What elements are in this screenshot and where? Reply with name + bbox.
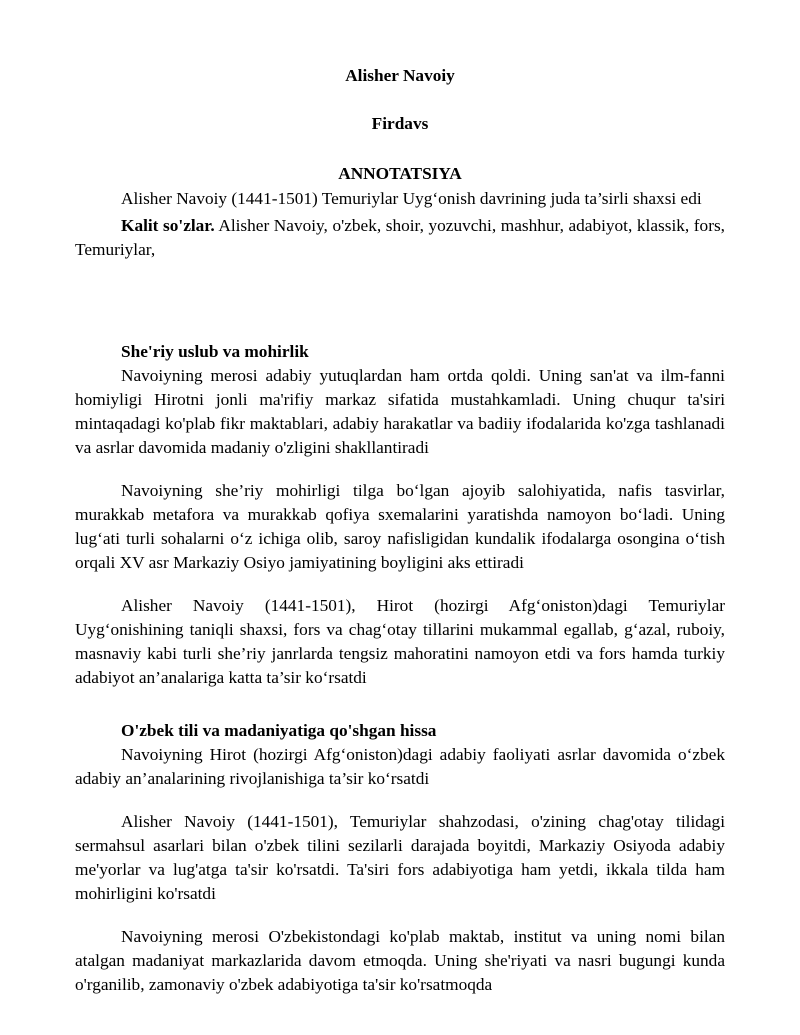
section-paragraph: Navoiyning she’riy mohirligi tilga bo‘lgan ajoyib salohiyatida, nafis tasvirlar, murakkab metafora va murakkab qofiya sxemalarini yaratishda namoyon bo‘ladi. Uning lug‘ati turli sohalarni o‘z ichiga olib, saroy nafisligidan kundalik ifodalarga osongina o‘tish orqali XV asr Markaziy Osiyo jamiyatining boyligini aks ettiradi bbox=[75, 481, 725, 572]
section-1 bbox=[75, 340, 725, 690]
section-heading: She'riy uslub va mohirlik bbox=[121, 342, 309, 361]
annotation-block bbox=[75, 187, 725, 262]
section-2 bbox=[75, 719, 725, 997]
author-title: Alisher Navoiy bbox=[345, 66, 455, 85]
keywords-text: Alisher Navoiy, o'zbek, shoir, yozuvchi, mashhur, adabiyot, klassik, fors, Temuriylar, bbox=[75, 216, 725, 259]
section-paragraph: Alisher Navoiy (1441-1501), Hirot (hozirgi Afg‘oniston)dagi Temuriylar Uyg‘onishining taniqli shaxsi, fors va chag‘otay tillarini mukammal egallab, g‘azal, ruboiy, masnaviy kabi turli she’riy janrlarda tengsiz mahoratini namoyon etdi va fors hamda turkiy adabiyot an’analariga katta ta’sir ko‘rsatdi bbox=[75, 596, 725, 687]
section-heading: O'zbek tili va madaniyatiga qo'shgan hissa bbox=[121, 721, 437, 740]
section-paragraph: Alisher Navoiy (1441-1501), Temuriylar shahzodasi, o'zining chag'otay tilidagi sermahsul asarlari bilan o'zbek tilini sezilarli darajada boyitdi, Markaziy Osiyoda adabiy me'yorlar va lug'atga ta'sir ko'rsatdi. Ta'siri fors adabiyotiga ham yetdi, ikkala tilda ham mohirligini ko'rsatdi bbox=[75, 812, 725, 903]
section-paragraph: Navoiyning merosi adabiy yutuqlardan ham ortda qoldi. Uning san'at va ilm-fanni homiyligi Hirotni jonli ma'rifiy markaz sifatida mustahkamladi. Uning chuqur ta'siri mintaqadagi ko'plab fikr maktablari, adabiy harakatlar va badiiy ifodalarida ko'zga tashlanadi va asrlar davomida madaniy o'zligini shakllantiradi bbox=[75, 366, 725, 457]
keywords-paragraph bbox=[75, 214, 725, 262]
section-paragraph: Navoiyning Hirot (hozirgi Afg‘oniston)dagi adabiy faoliyati asrlar davomida o‘zbek adabiy an’analarining rivojlanishiga ta’sir ko‘rsatdi bbox=[75, 745, 725, 788]
annotation-heading: ANNOTATSIYA bbox=[338, 164, 462, 183]
section-paragraph: Navoiyning merosi O'zbekistondagi ko'plab maktab, institut va uning nomi bilan atalgan madaniyat markazlarida davom etmoqda. Uning she'riyati va nasri bugungi kunda o'rganilib, zamonaviy o'zbek adabiyotiga ta'sir ko'rsatmoqda bbox=[75, 927, 725, 994]
annotation-text: Alisher Navoiy (1441-1501) Temuriylar Uyg‘onish davrining juda ta’sirli shaxsi edi bbox=[121, 189, 702, 208]
work-title: Firdavs bbox=[371, 114, 429, 133]
keywords-label: Kalit so'zlar. bbox=[121, 216, 215, 235]
